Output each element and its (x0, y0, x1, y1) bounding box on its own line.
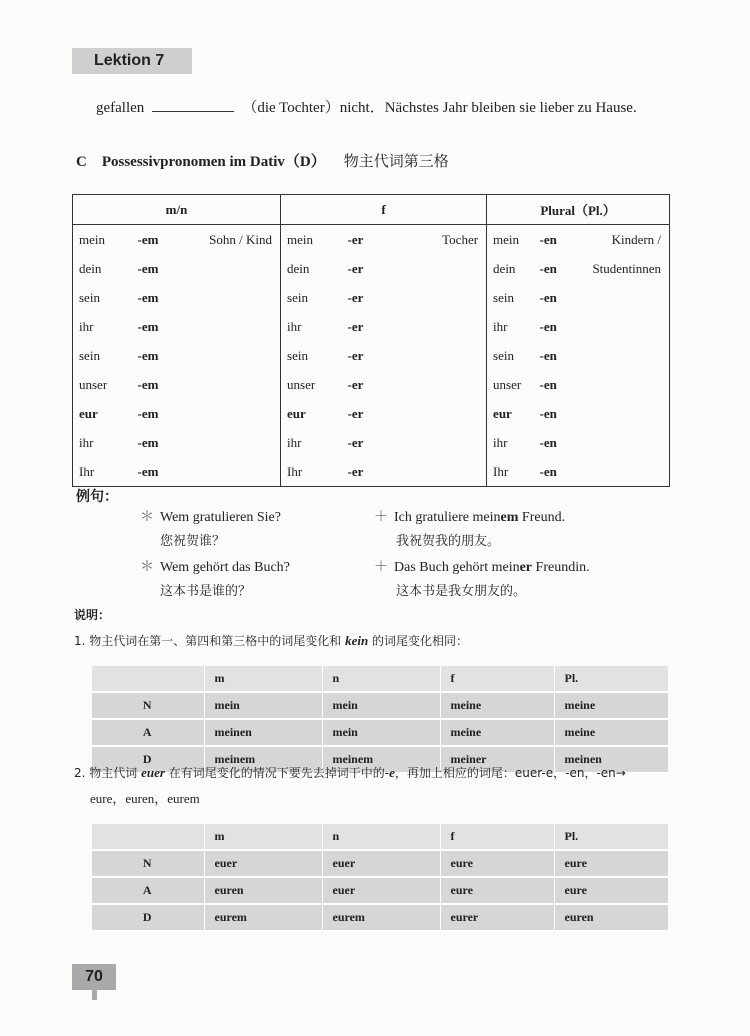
table-row (73, 399, 670, 428)
noun-cell (575, 283, 670, 312)
table-row (92, 904, 668, 931)
ending-cell: -em (137, 463, 159, 479)
noun-cell (575, 399, 670, 428)
asterisk-icon: ＊ (140, 510, 154, 525)
pronoun-cell: sein (79, 347, 100, 363)
sentence-start: gefallen (96, 100, 145, 116)
asterisk-icon: ＊ (140, 560, 154, 575)
noun-cell (395, 341, 487, 370)
noun-cell (575, 370, 670, 399)
form-cell: mein (322, 692, 440, 719)
example-de: Wem gratulieren Sie? (160, 510, 281, 525)
pronoun-cell: ihr (487, 428, 539, 457)
form-cell: eurem (322, 904, 440, 931)
form-cell: euer (322, 850, 440, 877)
note-2-line2: eure，euren，eurem (90, 791, 200, 806)
page-number: 70 (72, 964, 116, 990)
form-cell: eure (554, 877, 668, 904)
case-label: N (92, 692, 204, 719)
example-answer-2-cn (396, 580, 526, 600)
example-cn: 我祝贺我的朋友。 (396, 534, 501, 549)
ending-cell: -en (539, 405, 557, 421)
corner-cell (92, 666, 204, 692)
page-tab-decoration (92, 990, 97, 1000)
form-cell: euer (204, 850, 322, 877)
example-question-1-cn (160, 530, 225, 550)
ending-cell: -en (539, 260, 557, 276)
pronoun-cell: ihr (487, 312, 539, 341)
ending-cell: -em (137, 434, 159, 450)
pronoun-cell: unser (79, 376, 108, 392)
pronoun-cell: mein (79, 231, 105, 247)
form-cell: meinem (204, 746, 322, 773)
ending-cell: -er (347, 260, 364, 276)
noun-cell (395, 254, 487, 283)
form-cell: meine (554, 719, 668, 746)
example-question-2 (140, 556, 290, 576)
table-row (73, 225, 670, 255)
example-cn: 这本书是我女朋友的。 (396, 584, 527, 599)
form-cell: meinen (204, 719, 322, 746)
note-keyword: e (389, 765, 395, 780)
example-de-start: Das Buch gehört mein (394, 560, 520, 575)
table-body (73, 225, 670, 487)
ending-cell: -en (539, 231, 557, 247)
form-cell: meiner (440, 746, 554, 773)
pronoun-cell: eur (487, 399, 539, 428)
possessive-dative-table (72, 194, 670, 487)
ending-cell: -er (347, 318, 364, 334)
pronoun-cell: dein (281, 254, 347, 283)
table-row (73, 312, 670, 341)
ending-cell: -en (539, 376, 557, 392)
ending-cell: -em (137, 318, 159, 334)
noun-cell (187, 341, 281, 370)
ending-cell: -en (539, 434, 557, 450)
mein-declension-table (92, 666, 668, 774)
noun-cell (187, 283, 281, 312)
noun-cell (575, 457, 670, 487)
section-title-de: C Possessivpronomen im Dativ（D） (76, 154, 326, 170)
example-answer-1 (374, 506, 565, 526)
header-f: f (281, 195, 487, 225)
ending-cell: -er (347, 347, 364, 363)
ending-cell: -en (539, 318, 557, 334)
example-cn: 这本书是谁的？ (160, 584, 252, 599)
form-cell: euren (204, 877, 322, 904)
form-cell: meinen (554, 746, 668, 773)
noun-cell (395, 457, 487, 487)
pronoun-cell: ihr (79, 434, 94, 450)
section-title (76, 150, 449, 171)
ending-cell: -er (347, 376, 364, 392)
gender-header: f (440, 824, 554, 850)
sentence-end: （die Tochter）nicht．Nächstes Jahr bleiben sie lieber zu Hause. (242, 100, 637, 116)
example-question-2-cn (160, 580, 251, 600)
ending-cell: -er (347, 231, 364, 247)
table-row (73, 254, 670, 283)
table-row (73, 341, 670, 370)
table-row (92, 877, 668, 904)
example-cn: 您祝贺谁？ (160, 534, 226, 549)
noun-cell: Tocher (442, 231, 479, 247)
ending-cell: -em (137, 289, 159, 305)
case-label: D (92, 904, 204, 931)
noun-cell (187, 254, 281, 283)
example-de-end: Freund. (518, 510, 566, 525)
noun-cell (187, 457, 281, 487)
pronoun-cell: sein (281, 341, 347, 370)
table-header-row (73, 195, 670, 225)
ending-cell: -er (347, 463, 364, 479)
form-cell: mein (204, 692, 322, 719)
table-row (73, 428, 670, 457)
note-text: 在有词尾变化的情况下要先去掉词干中的- (164, 766, 390, 780)
example-de-ending: er (519, 560, 533, 575)
table-body (92, 850, 668, 931)
noun-cell (575, 428, 670, 457)
gender-header: n (322, 666, 440, 692)
table-row (73, 370, 670, 399)
pronoun-cell: ihr (281, 428, 347, 457)
gender-header: m (204, 666, 322, 692)
gender-header: Pl. (554, 666, 668, 692)
noun-cell (395, 399, 487, 428)
pronoun-cell: mein (281, 225, 347, 255)
ending-cell: -en (539, 463, 557, 479)
ending-cell: -em (137, 376, 159, 392)
lesson-header: Lektion 7 (72, 48, 192, 74)
form-cell: eurem (204, 904, 322, 931)
ending-cell: -em (137, 405, 159, 421)
pronoun-cell: Ihr (79, 463, 95, 479)
form-cell: eurer (440, 904, 554, 931)
exercise-sentence (96, 96, 637, 117)
note-2 (74, 764, 626, 781)
ending-cell: -em (137, 347, 159, 363)
noun-cell (395, 428, 487, 457)
table-row (73, 457, 670, 487)
case-label: A (92, 719, 204, 746)
noun-cell (187, 312, 281, 341)
noun-cell (187, 399, 281, 428)
form-cell: eure (554, 850, 668, 877)
table-row (92, 719, 668, 746)
note-keyword: euer (141, 765, 165, 780)
table-header-row (92, 824, 668, 850)
table-body (92, 692, 668, 773)
pronoun-cell: eur (281, 399, 347, 428)
case-label: D (92, 746, 204, 773)
noun-cell: Studentinnen (592, 260, 662, 276)
noun-cell (575, 341, 670, 370)
examples-label: 例句： (76, 489, 118, 505)
fill-in-blank (152, 99, 234, 112)
form-cell: meine (440, 719, 554, 746)
table-row (92, 692, 668, 719)
form-cell: meinem (322, 746, 440, 773)
pronoun-cell: mein (487, 225, 539, 255)
table-row (92, 850, 668, 877)
form-cell: meine (440, 692, 554, 719)
ending-cell: -er (347, 405, 364, 421)
ending-cell: -en (539, 347, 557, 363)
pronoun-cell: Ihr (281, 457, 347, 487)
example-de-end: Freundin. (532, 560, 590, 575)
note-text: 2. 物主代词 (74, 766, 142, 780)
gender-header: n (322, 824, 440, 850)
pronoun-cell: ihr (281, 312, 347, 341)
gender-header: m (204, 824, 322, 850)
note-text: ，再加上相应的词尾：euer-e，-en，-en→ (394, 766, 626, 780)
ending-cell: -em (137, 231, 159, 247)
pronoun-cell: dein (79, 260, 102, 276)
example-answer-1-cn (396, 530, 500, 550)
noun-cell (187, 428, 281, 457)
plus-icon: ＋ (374, 510, 388, 525)
example-de-ending: em (500, 510, 519, 525)
noun-cell: Sohn / Kind (209, 231, 273, 247)
noun-cell (187, 370, 281, 399)
form-cell: euren (554, 904, 668, 931)
pronoun-cell: sein (487, 341, 539, 370)
euer-declension-table (92, 824, 668, 932)
pronoun-cell: unser (281, 370, 347, 399)
pronoun-cell: eur (79, 405, 98, 421)
plus-icon: ＋ (374, 560, 388, 575)
form-cell: euer (322, 877, 440, 904)
pronoun-cell: sein (281, 283, 347, 312)
pronoun-cell: sein (487, 283, 539, 312)
example-answer-2 (374, 556, 590, 576)
pronoun-cell: Ihr (487, 457, 539, 487)
ending-cell: -em (137, 260, 159, 276)
ending-cell: -er (347, 434, 364, 450)
note-text: 1. 物主代词在第一、第四和第三格中的词尾变化和 (74, 634, 346, 648)
noun-cell: Kindern / (611, 231, 662, 247)
gender-header: Pl. (554, 824, 668, 850)
example-question-1 (140, 506, 281, 526)
gender-header: f (440, 666, 554, 692)
noun-cell (395, 283, 487, 312)
explanation-label: 说明： (74, 608, 111, 622)
table-row (73, 283, 670, 312)
pronoun-cell: sein (79, 289, 100, 305)
section-title-cn: 物主代词第三格 (343, 154, 449, 170)
pronoun-cell: ihr (79, 318, 94, 334)
form-cell: mein (322, 719, 440, 746)
pronoun-cell: unser (487, 370, 539, 399)
noun-cell (395, 312, 487, 341)
table-header-row (92, 666, 668, 692)
note-keyword: kein (345, 633, 369, 648)
example-de: Wem gehört das Buch? (160, 560, 290, 575)
case-label: N (92, 850, 204, 877)
form-cell: eure (440, 877, 554, 904)
form-cell: eure (440, 850, 554, 877)
ending-cell: -er (347, 289, 364, 305)
corner-cell (92, 824, 204, 850)
case-label: A (92, 877, 204, 904)
form-cell: meine (554, 692, 668, 719)
example-de-start: Ich gratuliere mein (394, 510, 501, 525)
ending-cell: -en (539, 289, 557, 305)
header-plural: Plural（Pl.） (487, 195, 670, 225)
pronoun-cell: dein (487, 254, 539, 283)
noun-cell (575, 312, 670, 341)
noun-cell (395, 370, 487, 399)
note-text: 的词尾变化相同： (368, 634, 469, 648)
note-1 (74, 632, 468, 649)
header-mn: m/n (73, 195, 281, 225)
